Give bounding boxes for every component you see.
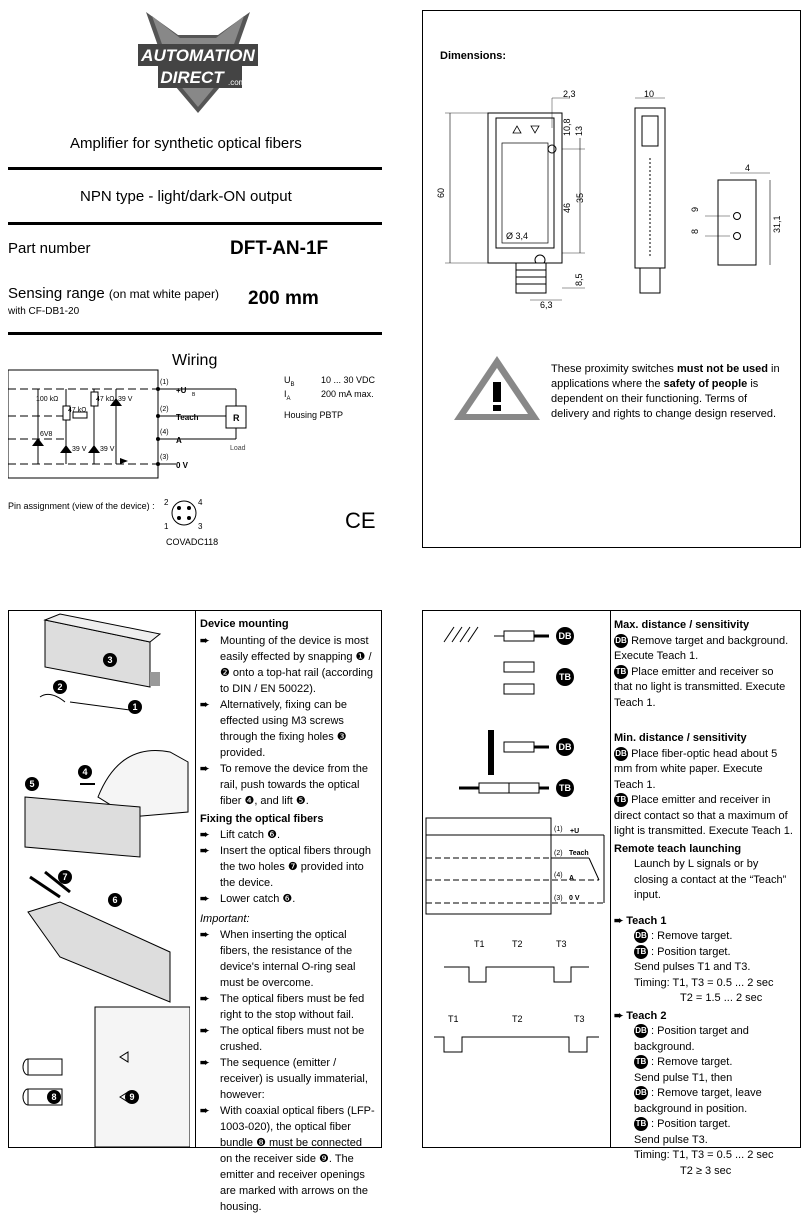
db-badge: DB	[614, 634, 628, 648]
divider	[8, 167, 382, 170]
arrow-icon: ➨	[200, 699, 210, 711]
dim-60: 60	[436, 187, 446, 198]
important-label: Important:	[200, 913, 250, 925]
mounting-title: Device mounting	[200, 618, 289, 630]
pin-3: 3	[198, 522, 203, 531]
range-value: 200 mm	[248, 288, 319, 309]
fixing-title: Fixing the optical fibers	[200, 813, 324, 825]
pin4-label: (4)	[554, 872, 563, 879]
pin-assignment-label: Pin assignment (view of the device) :	[8, 501, 155, 511]
dim-9: 9	[690, 206, 700, 212]
t2-timing-a: T1, T3 = 0.5 ... 2 sec	[672, 1149, 774, 1161]
tb-badge: TB	[559, 672, 571, 682]
z39a-label: 39 V	[118, 396, 133, 403]
callout-7: 7	[62, 872, 68, 882]
db-badge: DB	[614, 747, 628, 761]
ub-label: +U	[176, 386, 187, 395]
pin-4: 4	[198, 498, 203, 507]
arrow-icon: ➨	[200, 1057, 210, 1069]
connector-code: COVADC118	[166, 537, 219, 547]
t2-tb2-row: TB : Position target.	[635, 1118, 731, 1130]
list-item	[200, 1103, 376, 1215]
dim-10: 10	[644, 89, 655, 99]
mounting-list	[200, 633, 376, 1215]
callout-2: 2	[57, 682, 63, 692]
tb-badge: TB	[614, 793, 628, 807]
pulse-t1: T1	[448, 1014, 459, 1024]
spec-ub-sub: B	[290, 381, 295, 388]
z6v8-label: 6V8	[40, 431, 53, 438]
a-label: A	[176, 436, 182, 445]
spec-ia-value: 200 mA max.	[321, 389, 374, 399]
zero-v-label: 0 V	[569, 895, 580, 902]
spec-ub-symbol: U	[284, 375, 291, 385]
arrow-icon: ➨	[200, 993, 210, 1005]
ub-label: +U	[570, 828, 580, 835]
teach2-title: Teach 2	[626, 1009, 667, 1022]
logo-graphic	[138, 10, 258, 115]
zero-v-label: 0 V	[176, 461, 189, 470]
logo-line2: DIRECT	[160, 68, 224, 87]
t2-timing-b: T2 ≥ 3 sec	[680, 1164, 732, 1177]
logo-suffix: .com	[228, 78, 246, 87]
db-badge: DB	[634, 1024, 648, 1038]
callout-1: 1	[132, 702, 138, 712]
important-item-3: The optical fibers must not be crushed.	[220, 1025, 365, 1053]
callout-9: 9	[129, 1092, 135, 1102]
callout-3: 3	[107, 655, 113, 665]
t2-db2-text: Remove target, leave background in position.	[634, 1087, 762, 1115]
product-title: Amplifier for synthetic optical fibers	[70, 135, 302, 152]
pin-2: 2	[164, 498, 169, 507]
mounting-item-3: To remove the device from the rail, push towards the optical fiber ❹, and lift ❺.	[220, 763, 368, 807]
pulse-t2: T2	[512, 939, 523, 949]
db-badge: DB	[634, 1086, 648, 1100]
teach-label: Teach	[176, 413, 199, 422]
teach-label: Teach	[569, 850, 589, 857]
warning-bold-1: must not be used	[676, 363, 768, 375]
housing: Housing PBTP	[284, 410, 344, 420]
db-badge: DB	[634, 929, 648, 943]
t1-timing-label: Timing:	[634, 976, 670, 989]
tb-badge: TB	[634, 945, 648, 959]
list-item	[200, 891, 376, 907]
teach-illustrations	[424, 612, 609, 1147]
db-badge: DB	[558, 631, 572, 641]
min-tb-text: Place emitter and receiver in direct contact so that a maximum of light is transmitted. Execute Teach 1.	[614, 794, 793, 837]
pin-connector	[160, 495, 210, 533]
range-label: Sensing range	[8, 285, 105, 302]
ub-sub-label: B	[192, 392, 196, 398]
fixing-item-1: Lift catch ❻.	[220, 829, 280, 841]
z39b-label: 39 V	[72, 446, 87, 453]
t1-db-row: DB : Remove target.	[635, 930, 733, 942]
fixing-item-2: Insert the optical fibers through the two holes ❼ provided into the device.	[220, 845, 372, 889]
r100-label: 100 kΩ	[36, 396, 59, 403]
mounting-item-1: Mounting of the device is most easily effected by snapping ❶ / ❷ onto a top-hat rail (according to DIN / EN 50022).	[220, 635, 373, 695]
wiring-title: Wiring	[172, 352, 218, 369]
t2-db-text: Position target and background.	[634, 1025, 749, 1053]
pulse-t3: T3	[574, 1014, 585, 1024]
arrow-icon: ➨	[200, 763, 210, 775]
t1-tb-text: Position target.	[657, 945, 731, 958]
warning-mid: in applications where the	[551, 363, 780, 390]
part-number: DFT-AN-1F	[230, 238, 329, 259]
db-badge: DB	[558, 742, 572, 752]
min-tb-row	[614, 793, 794, 840]
t2-tb-text: Remove target.	[657, 1056, 733, 1068]
t1-timing-a: T1, T3 = 0.5 ... 2 sec	[672, 976, 774, 989]
pulse-t3: T3	[556, 939, 567, 949]
arrow-icon: ➨	[614, 1009, 627, 1022]
important-item-2: The optical fibers must be fed right to the stop without fail.	[220, 993, 365, 1021]
max-tb-row	[614, 665, 794, 712]
important-item-5: With coaxial optical fibers (LFP-1003-020), the optical fiber bundle ❽ must be connected on the receiver side ❾. The emitter and receiver openings are marked with arrows on the housing.	[220, 1105, 375, 1213]
pin1-label: (1)	[554, 826, 563, 833]
t2-timing-label: Timing:	[634, 1149, 670, 1161]
min-title: Min. distance / sensitivity	[614, 732, 747, 744]
important-item-4: The sequence (emitter / receiver) is usually immaterial, however:	[220, 1057, 368, 1101]
t2-tb-row: TB : Remove target.	[635, 1056, 733, 1068]
dim-2-3: 2,3	[563, 89, 576, 99]
dim-35: 35	[575, 192, 585, 203]
divider	[8, 332, 382, 335]
pin-1: 1	[164, 522, 169, 531]
arrow-icon: ➨	[614, 914, 627, 927]
tb-badge: TB	[614, 665, 628, 679]
list-item	[200, 843, 376, 891]
t1-send: Send pulses T1 and T3.	[634, 961, 751, 973]
arrow-icon: ➨	[200, 929, 210, 941]
teach1-title-row	[614, 914, 794, 930]
r47b-label: 47 kΩ	[96, 396, 115, 403]
t1-db-text: Remove target.	[657, 930, 733, 942]
list-item	[200, 1023, 376, 1055]
arrow-icon: ➨	[200, 845, 210, 857]
z39c-label: 39 V	[100, 446, 115, 453]
warning-text	[551, 362, 781, 422]
list-item	[200, 927, 376, 991]
load-label: Load	[230, 445, 246, 452]
max-title: Max. distance / sensitivity	[614, 619, 750, 631]
dim-3-4: Ø 3,4	[506, 231, 529, 241]
divider	[8, 222, 382, 225]
logo-line1: AUTOMATION	[141, 46, 255, 65]
teach-instructions	[614, 618, 794, 1179]
dim-8: 8	[690, 228, 700, 234]
max-db-row	[614, 634, 794, 665]
t1-tb-row: TB : Position target.	[635, 945, 731, 958]
tb-badge: TB	[559, 783, 571, 793]
wiring-diagram	[8, 368, 308, 483]
r-box-label: R	[233, 413, 240, 423]
t2-send1: Send pulse T1, then	[634, 1071, 733, 1084]
range-note: (on mat white paper)	[108, 287, 219, 301]
tb-badge: TB	[634, 1055, 648, 1069]
spec-ia	[284, 389, 374, 402]
dim-46: 46	[562, 202, 572, 213]
list-item	[200, 991, 376, 1023]
callout-8: 8	[51, 1092, 57, 1102]
dimension-drawing	[430, 88, 790, 318]
dim-31-1: 31,1	[772, 215, 782, 233]
list-item	[200, 1055, 376, 1103]
t1-timing-b: T2 = 1.5 ... 2 sec	[680, 992, 763, 1004]
dim-6-3: 6,3	[540, 300, 553, 310]
range-sub: with CF-DB1-20	[8, 306, 80, 317]
a-label: A	[569, 875, 575, 882]
ce-mark: CE	[345, 508, 376, 533]
pin2-label: (2)	[554, 850, 563, 857]
callout-4: 4	[82, 767, 88, 777]
t2-send3: Send pulse T3.	[634, 1133, 708, 1146]
teach2-title-row	[614, 1009, 794, 1025]
pin4-label: (4)	[160, 429, 169, 436]
arrow-icon: ➨	[200, 1025, 210, 1037]
list-item	[200, 827, 376, 843]
max-tb-text: Place emitter and receiver so that no light is transmitted. Execute Teach 1.	[614, 665, 786, 709]
t2-db-row: DB : Position target and background.	[634, 1025, 749, 1053]
logo	[138, 10, 258, 115]
min-db-text: Place fiber-optic head about 5 mm from white paper. Execute Teach 1.	[614, 747, 778, 791]
min-db-row	[614, 747, 794, 794]
t2-db2-row: DB : Remove target, leave background in position.	[634, 1087, 762, 1115]
t2-tb2-text: Position target.	[657, 1118, 731, 1130]
mounting-illustrations	[20, 612, 190, 1147]
warning-post: is dependent on their functioning. Terms of delivery and rights to change design reserved.	[551, 378, 777, 420]
tb-badge: TB	[634, 1117, 648, 1131]
dim-13: 13	[574, 125, 584, 136]
dim-8-5: 8,5	[574, 273, 584, 286]
callout-5: 5	[29, 779, 35, 789]
remote-text: Launch by L signals or by closing a contact at the “Teach” input.	[634, 858, 787, 901]
max-db-text: Remove target and background. Execute Teach 1.	[614, 634, 789, 662]
divider	[610, 610, 611, 1148]
dimensions-title: Dimensions:	[440, 50, 507, 62]
list-item	[200, 633, 376, 697]
arrow-icon: ➨	[200, 635, 210, 647]
pin2-label: (2)	[160, 406, 169, 413]
pin3-label: (3)	[554, 895, 563, 902]
arrow-icon: ➨	[200, 893, 210, 905]
warning-bold-2: safety of people	[663, 378, 748, 390]
dim-10-8: 10,8	[562, 118, 572, 136]
pulse-t2: T2	[512, 1014, 523, 1024]
dim-4: 4	[745, 163, 751, 173]
warning-icon	[452, 354, 542, 422]
t1-timing	[614, 976, 794, 992]
remote-title: Remote teach launching	[614, 842, 742, 855]
spec-ia-sub: A	[286, 395, 291, 402]
range-label-row	[8, 285, 219, 302]
divider	[195, 610, 196, 1148]
spec-ia-symbol: I	[284, 389, 287, 399]
warning-pre: These proximity switches	[551, 363, 677, 375]
spec-ub-value: 10 ... 30 VDC	[321, 375, 376, 385]
r47a-label: 47 kΩ	[68, 407, 87, 414]
list-item	[200, 697, 376, 761]
teach1-title: Teach 1	[626, 914, 667, 927]
part-label: Part number	[8, 240, 91, 257]
arrow-icon: ➨	[200, 829, 210, 841]
important-item-1: When inserting the optical fibers, the resistance of the device's internal O-ring seal must be overcome.	[220, 929, 356, 989]
pulse-t1: T1	[474, 939, 485, 949]
pin3-label: (3)	[160, 454, 169, 461]
callout-6: 6	[112, 895, 118, 905]
pin1-label: (1)	[160, 379, 169, 386]
list-item	[200, 761, 376, 809]
spec-ub	[284, 375, 375, 388]
arrow-icon: ➨	[200, 1105, 210, 1117]
mounting-item-2: Alternatively, fixing can be effected using M3 screws through the fixing holes ❸ provided.	[220, 699, 347, 759]
type-line: NPN type - light/dark-ON output	[80, 188, 292, 205]
fixing-item-3: Lower catch ❻.	[220, 893, 296, 905]
